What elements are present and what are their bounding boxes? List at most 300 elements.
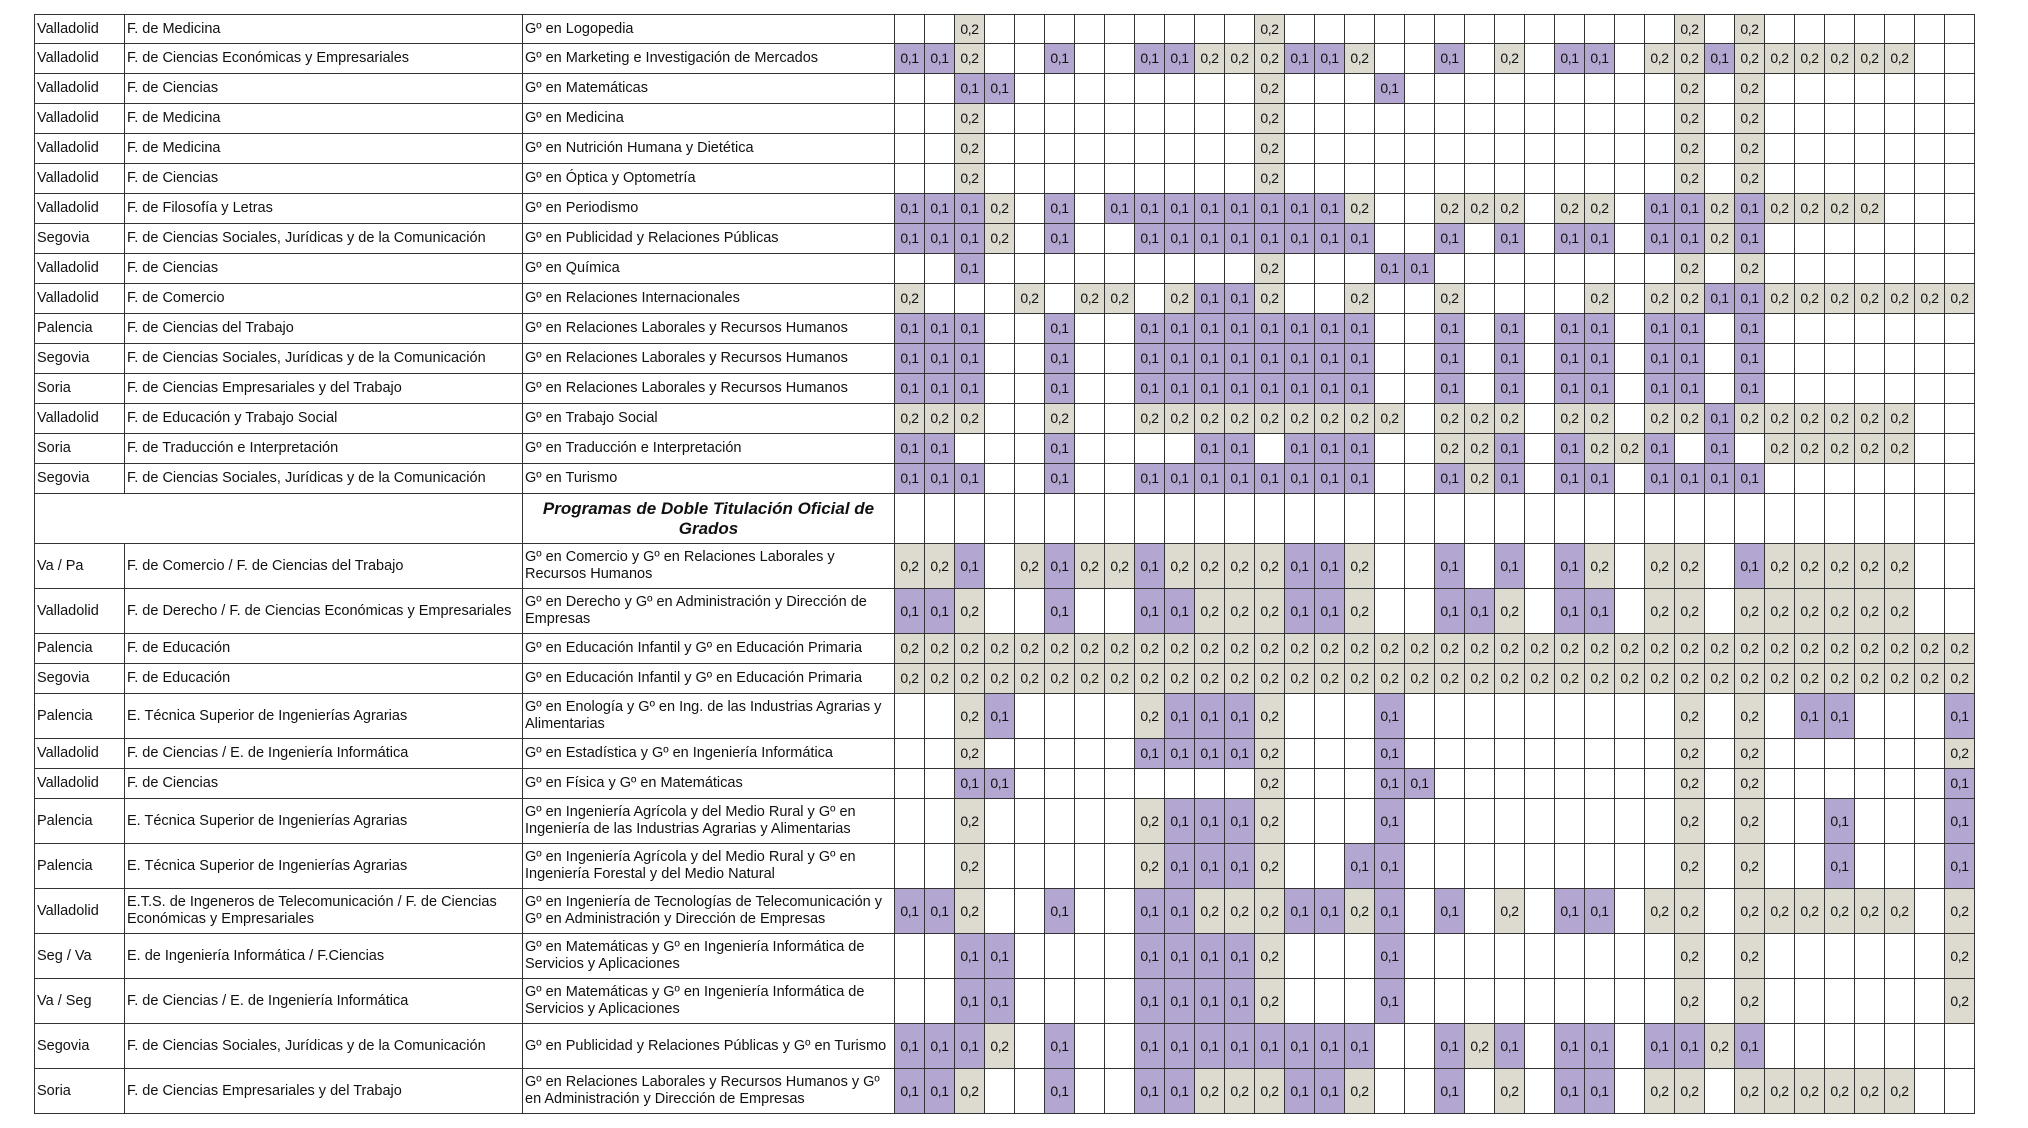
weight-cell: [1315, 799, 1345, 844]
weight-cell: [1945, 314, 1975, 344]
weight-cell: [1435, 799, 1465, 844]
weight-cell: 0,1: [1375, 694, 1405, 739]
weight-cell: 0,2: [1555, 194, 1585, 224]
weight-cell: [895, 799, 925, 844]
weight-cell: [1285, 134, 1315, 164]
weight-cell: [1405, 74, 1435, 104]
weight-cell: [1315, 74, 1345, 104]
weight-cell: 0,1: [1555, 589, 1585, 634]
weight-cell: [1885, 15, 1915, 44]
weight-cell: 0,2: [1555, 404, 1585, 434]
weight-cell: [1885, 164, 1915, 194]
weight-cell: [1945, 589, 1975, 634]
weight-cell: [1075, 494, 1105, 544]
weight-cell: [925, 164, 955, 194]
weight-cell: 0,2: [1735, 844, 1765, 889]
weight-cell: [1885, 194, 1915, 224]
weight-cell: 0,1: [1735, 284, 1765, 314]
weight-cell: [1495, 844, 1525, 889]
weight-cell: 0,1: [1285, 344, 1315, 374]
weight-cell: [1795, 464, 1825, 494]
weight-cell: [1795, 374, 1825, 404]
weight-cell: [1555, 164, 1585, 194]
weight-cell: 0,1: [925, 44, 955, 74]
weight-cell: 0,2: [1495, 634, 1525, 664]
weight-cell: [985, 44, 1015, 74]
weight-cell: 0,2: [1675, 799, 1705, 844]
weight-cell: 0,1: [1495, 344, 1525, 374]
weight-cell: [1405, 374, 1435, 404]
weight-cell: [1285, 844, 1315, 889]
weight-cell: 0,1: [1495, 434, 1525, 464]
weight-cell: 0,1: [1345, 344, 1375, 374]
weight-cell: [1465, 104, 1495, 134]
weight-cell: [1825, 224, 1855, 254]
weight-cell: 0,1: [1435, 344, 1465, 374]
weight-cell: [1435, 104, 1465, 134]
campus-cell: Segovia: [35, 224, 125, 254]
weight-cell: [1345, 254, 1375, 284]
weight-cell: [1375, 164, 1405, 194]
weight-cell: [1315, 694, 1345, 739]
weight-cell: [1345, 104, 1375, 134]
weight-cell: 0,2: [1585, 284, 1615, 314]
table-row: [35, 664, 1975, 694]
weight-cell: 0,2: [1345, 1069, 1375, 1114]
weight-cell: [1585, 979, 1615, 1024]
weight-cell: 0,1: [1165, 889, 1195, 934]
weight-cell: 0,1: [925, 1069, 955, 1114]
weight-cell: [1885, 104, 1915, 134]
weight-cell: [1765, 374, 1795, 404]
weight-cell: [1015, 769, 1045, 799]
weight-cell: 0,2: [1015, 544, 1045, 589]
weight-cell: 0,1: [925, 194, 955, 224]
weight-cell: [1855, 74, 1885, 104]
weight-cell: [1915, 15, 1945, 44]
weight-cell: 0,2: [1135, 634, 1165, 664]
weight-cell: [1015, 194, 1045, 224]
weight-cell: 0,2: [1945, 739, 1975, 769]
weight-cell: [895, 769, 925, 799]
weight-cell: [1075, 844, 1105, 889]
weight-cell: [1375, 284, 1405, 314]
weight-cell: [1015, 464, 1045, 494]
table-row: [35, 104, 1975, 134]
weight-cell: [1015, 739, 1045, 769]
weight-cell: 0,1: [1225, 844, 1255, 889]
weight-cell: 0,1: [1225, 739, 1255, 769]
weight-cell: 0,2: [1795, 544, 1825, 589]
weight-cell: [1885, 494, 1915, 544]
weight-cell: 0,1: [1285, 374, 1315, 404]
weight-cell: [1015, 374, 1045, 404]
weight-cell: 0,2: [1105, 634, 1135, 664]
weight-cell: [925, 799, 955, 844]
weight-cell: [1795, 134, 1825, 164]
weight-cell: 0,1: [1285, 589, 1315, 634]
weight-cell: 0,1: [1945, 799, 1975, 844]
weight-cell: 0,1: [1285, 1069, 1315, 1114]
weight-cell: 0,1: [1315, 1069, 1345, 1114]
weight-cell: 0,2: [1705, 664, 1735, 694]
table-row: [35, 15, 1975, 44]
weight-cell: 0,2: [1255, 934, 1285, 979]
weight-cell: 0,1: [1225, 934, 1255, 979]
weight-cell: 0,1: [1375, 254, 1405, 284]
weight-cell: [1045, 134, 1075, 164]
weight-cell: [1615, 589, 1645, 634]
weight-cell: 0,2: [1855, 1069, 1885, 1114]
weight-cell: 0,1: [1705, 434, 1735, 464]
weight-cell: [1795, 934, 1825, 979]
weight-cell: [1045, 284, 1075, 314]
weight-cell: [1495, 769, 1525, 799]
table-row: [35, 314, 1975, 344]
weight-cell: 0,1: [955, 1024, 985, 1069]
weight-cell: 0,2: [1885, 284, 1915, 314]
weight-cell: [1855, 769, 1885, 799]
weight-cell: 0,1: [895, 464, 925, 494]
weight-cell: [1375, 589, 1405, 634]
weight-cell: [1615, 44, 1645, 74]
weight-cell: 0,2: [955, 589, 985, 634]
weight-cell: [1015, 104, 1045, 134]
weight-cell: 0,1: [1315, 344, 1345, 374]
weight-cell: 0,1: [1315, 314, 1345, 344]
weight-cell: 0,1: [1195, 284, 1225, 314]
weight-cell: [1225, 769, 1255, 799]
weight-cell: 0,2: [895, 284, 925, 314]
weight-cell: 0,1: [895, 344, 925, 374]
weight-cell: [1615, 739, 1645, 769]
weight-cell: 0,2: [1855, 634, 1885, 664]
weight-cell: [1525, 739, 1555, 769]
weight-cell: [1645, 799, 1675, 844]
weight-cell: [1105, 15, 1135, 44]
weight-cell: [1105, 254, 1135, 284]
weight-cell: 0,2: [955, 15, 985, 44]
weight-cell: 0,2: [1255, 44, 1285, 74]
weight-cell: [1045, 844, 1075, 889]
weight-cell: 0,2: [1315, 404, 1345, 434]
weight-cell: 0,2: [1675, 544, 1705, 589]
weight-cell: [1345, 769, 1375, 799]
weight-cell: [1705, 769, 1735, 799]
degree-cell: Gº en Logopedia: [523, 15, 895, 44]
weight-cell: [1165, 494, 1195, 544]
weight-cell: 0,2: [1675, 664, 1705, 694]
weight-cell: [1045, 934, 1075, 979]
weight-cell: [1525, 464, 1555, 494]
weight-cell: [1105, 799, 1135, 844]
weight-cell: [1315, 844, 1345, 889]
weight-cell: 0,1: [955, 314, 985, 344]
weight-cell: 0,2: [1885, 1069, 1915, 1114]
weight-cell: [1945, 464, 1975, 494]
weight-cell: [1615, 404, 1645, 434]
weight-cell: 0,1: [1585, 1069, 1615, 1114]
weight-cell: 0,2: [1885, 434, 1915, 464]
centre-cell: F. de Ciencias / E. de Ingeniería Informática: [125, 739, 523, 769]
weight-cell: [1825, 254, 1855, 284]
weight-cell: [1525, 164, 1555, 194]
centre-cell: E. de Ingeniería Informática / F.Ciencias: [125, 934, 523, 979]
weight-cell: [1525, 434, 1555, 464]
weight-cell: [1525, 769, 1555, 799]
table-row: [35, 1024, 1975, 1069]
weight-cell: 0,1: [1345, 314, 1375, 344]
weight-cell: [1195, 254, 1225, 284]
weight-cell: 0,1: [1645, 224, 1675, 254]
weight-cell: [1165, 74, 1195, 104]
weight-cell: 0,1: [955, 544, 985, 589]
weight-cell: [1615, 194, 1645, 224]
weight-cell: 0,2: [1135, 694, 1165, 739]
weight-cell: [1105, 374, 1135, 404]
weight-cell: [1705, 739, 1735, 769]
weight-cell: 0,2: [1675, 15, 1705, 44]
weight-cell: 0,1: [1345, 374, 1375, 404]
weight-cell: [1405, 104, 1435, 134]
weight-cell: [1465, 374, 1495, 404]
weight-cell: 0,1: [1195, 434, 1225, 464]
weight-cell: 0,2: [1555, 664, 1585, 694]
weight-cell: [1375, 44, 1405, 74]
weight-cell: 0,2: [1465, 464, 1495, 494]
weight-cell: [985, 15, 1015, 44]
weight-cell: [1105, 344, 1135, 374]
table-row: [35, 374, 1975, 404]
weight-cell: [1825, 464, 1855, 494]
weight-cell: [1405, 284, 1435, 314]
weight-cell: [1495, 74, 1525, 104]
weight-cell: [1525, 224, 1555, 254]
weight-cell: 0,1: [1255, 374, 1285, 404]
weight-cell: [1135, 494, 1165, 544]
weight-cell: [1885, 844, 1915, 889]
weight-cell: [925, 739, 955, 769]
weight-cell: 0,2: [1825, 44, 1855, 74]
weight-cell: [1345, 494, 1375, 544]
weight-cell: [1915, 769, 1945, 799]
weight-cell: [1525, 694, 1555, 739]
weight-cell: 0,1: [1195, 739, 1225, 769]
weight-cell: 0,1: [895, 889, 925, 934]
weight-cell: 0,1: [985, 769, 1015, 799]
weight-cell: 0,1: [1435, 1069, 1465, 1114]
weight-cell: [1015, 314, 1045, 344]
weight-cell: [1825, 314, 1855, 344]
weight-cell: 0,1: [955, 979, 985, 1024]
weight-cell: [1495, 164, 1525, 194]
weight-cell: [1015, 1069, 1045, 1114]
weight-cell: [1795, 844, 1825, 889]
weight-cell: [1795, 344, 1825, 374]
weight-cell: [1915, 934, 1945, 979]
weight-cell: 0,1: [1165, 224, 1195, 254]
weight-cell: 0,2: [1375, 664, 1405, 694]
weight-cell: [1705, 889, 1735, 934]
weight-cell: 0,1: [1375, 889, 1405, 934]
weight-cell: 0,2: [1675, 889, 1705, 934]
degree-cell: Gº en Química: [523, 254, 895, 284]
weight-cell: [1945, 164, 1975, 194]
weight-cell: [1585, 739, 1615, 769]
weight-cell: 0,1: [1165, 934, 1195, 979]
weight-cell: 0,2: [1255, 589, 1285, 634]
weight-cell: [1615, 224, 1645, 254]
weight-cell: 0,2: [1825, 194, 1855, 224]
campus-cell: Valladolid: [35, 589, 125, 634]
weight-cell: [955, 434, 985, 464]
weight-cell: 0,1: [1165, 739, 1195, 769]
weight-cell: [1915, 374, 1945, 404]
weight-cell: 0,2: [1735, 15, 1765, 44]
weight-cell: 0,2: [1255, 664, 1285, 694]
weight-cell: [1855, 934, 1885, 979]
table-row: [35, 844, 1975, 889]
degree-cell: Gº en Relaciones Laborales y Recursos Humanos: [523, 374, 895, 404]
weight-cell: [1915, 694, 1945, 739]
weight-cell: 0,1: [955, 344, 985, 374]
weight-cell: 0,2: [1675, 844, 1705, 889]
weight-cell: 0,1: [1225, 224, 1255, 254]
weight-cell: [1375, 15, 1405, 44]
weight-cell: 0,1: [1585, 44, 1615, 74]
weight-cell: 0,1: [1465, 589, 1495, 634]
degree-cell: Gº en Turismo: [523, 464, 895, 494]
weight-cell: 0,2: [1795, 634, 1825, 664]
centre-cell: F. de Ciencias Sociales, Jurídicas y de la Comunicación: [125, 1024, 523, 1069]
weight-cell: 0,1: [1495, 544, 1525, 589]
weight-cell: 0,2: [1435, 284, 1465, 314]
weight-cell: [1855, 15, 1885, 44]
degree-cell: Gº en Matemáticas: [523, 74, 895, 104]
weight-cell: [1585, 74, 1615, 104]
weight-cell: 0,1: [1045, 589, 1075, 634]
weight-cell: [1435, 844, 1465, 889]
campus-cell: Valladolid: [35, 254, 125, 284]
weight-cell: 0,1: [895, 44, 925, 74]
weight-cell: [985, 494, 1015, 544]
weight-cell: [1405, 344, 1435, 374]
weight-cell: 0,1: [1555, 464, 1585, 494]
weight-cell: [1015, 494, 1045, 544]
weight-cell: [1315, 15, 1345, 44]
weight-cell: 0,2: [1885, 889, 1915, 934]
weight-cell: 0,2: [1855, 434, 1885, 464]
weight-cell: 0,2: [1645, 664, 1675, 694]
weight-cell: [1825, 344, 1855, 374]
weight-cell: 0,1: [1555, 1024, 1585, 1069]
weight-cell: [1885, 799, 1915, 844]
table-row: [35, 694, 1975, 739]
weight-cell: [1915, 464, 1945, 494]
weight-cell: [1585, 494, 1615, 544]
weight-cell: [1555, 494, 1585, 544]
weight-cell: [1285, 164, 1315, 194]
weight-cell: 0,1: [985, 694, 1015, 739]
weight-cell: [1105, 934, 1135, 979]
weight-cell: [1495, 694, 1525, 739]
weight-cell: 0,2: [1105, 544, 1135, 589]
weight-cell: 0,2: [1735, 664, 1765, 694]
table-row: [35, 979, 1975, 1024]
weight-cell: [1225, 164, 1255, 194]
weight-cell: 0,1: [1435, 889, 1465, 934]
weight-cell: 0,1: [1435, 544, 1465, 589]
weight-cell: 0,1: [1315, 194, 1345, 224]
weight-cell: [1885, 374, 1915, 404]
weight-cell: [1195, 74, 1225, 104]
weight-cell: 0,1: [1675, 194, 1705, 224]
weight-cell: [1045, 979, 1075, 1024]
weight-cell: 0,1: [1195, 224, 1225, 254]
weight-cell: [1405, 889, 1435, 934]
weight-cell: 0,1: [895, 374, 925, 404]
weight-cell: [1615, 694, 1645, 739]
weight-cell: [1165, 769, 1195, 799]
weight-cell: [1705, 314, 1735, 344]
weight-cell: [1765, 494, 1795, 544]
weight-cell: 0,2: [1165, 284, 1195, 314]
weight-cell: 0,2: [1255, 74, 1285, 104]
weight-cell: [1285, 934, 1315, 979]
table-row: [35, 589, 1975, 634]
weight-cell: 0,1: [1705, 464, 1735, 494]
weight-cell: 0,2: [1345, 194, 1375, 224]
weight-cell: [1525, 799, 1555, 844]
weight-cell: [1915, 104, 1945, 134]
weight-cell: 0,1: [1135, 979, 1165, 1024]
weight-cell: 0,2: [1405, 664, 1435, 694]
weight-cell: 0,1: [1045, 44, 1075, 74]
weight-cell: [1765, 464, 1795, 494]
weight-cell: 0,1: [1585, 374, 1615, 404]
weight-cell: [1045, 254, 1075, 284]
table-row: [35, 739, 1975, 769]
weight-cell: 0,1: [1495, 464, 1525, 494]
weight-cell: 0,2: [1795, 404, 1825, 434]
weight-cell: 0,1: [1735, 344, 1765, 374]
weight-cell: [1885, 694, 1915, 739]
weight-cell: [1825, 739, 1855, 769]
weight-cell: [1945, 404, 1975, 434]
table-row: [35, 769, 1975, 799]
weight-cell: [1825, 934, 1855, 979]
weight-cell: 0,1: [1285, 464, 1315, 494]
weight-cell: 0,1: [1555, 344, 1585, 374]
weight-cell: [1015, 694, 1045, 739]
weight-cell: 0,2: [1855, 194, 1885, 224]
centre-cell: F. de Ciencias: [125, 254, 523, 284]
weight-cell: [1465, 1069, 1495, 1114]
centre-cell: F. de Ciencias Económicas y Empresariales: [125, 44, 523, 74]
degree-cell: Gº en Publicidad y Relaciones Públicas: [523, 224, 895, 254]
weight-cell: [1465, 494, 1495, 544]
weight-cell: [1765, 164, 1795, 194]
weight-cell: [1075, 74, 1105, 104]
weight-cell: 0,2: [1705, 224, 1735, 254]
weight-cell: [1855, 164, 1885, 194]
weight-cell: [1045, 799, 1075, 844]
weight-cell: 0,2: [1255, 104, 1285, 134]
weight-cell: 0,1: [1435, 224, 1465, 254]
weight-cell: 0,1: [955, 769, 985, 799]
weight-cell: 0,1: [1375, 799, 1405, 844]
weight-cell: [1015, 434, 1045, 464]
